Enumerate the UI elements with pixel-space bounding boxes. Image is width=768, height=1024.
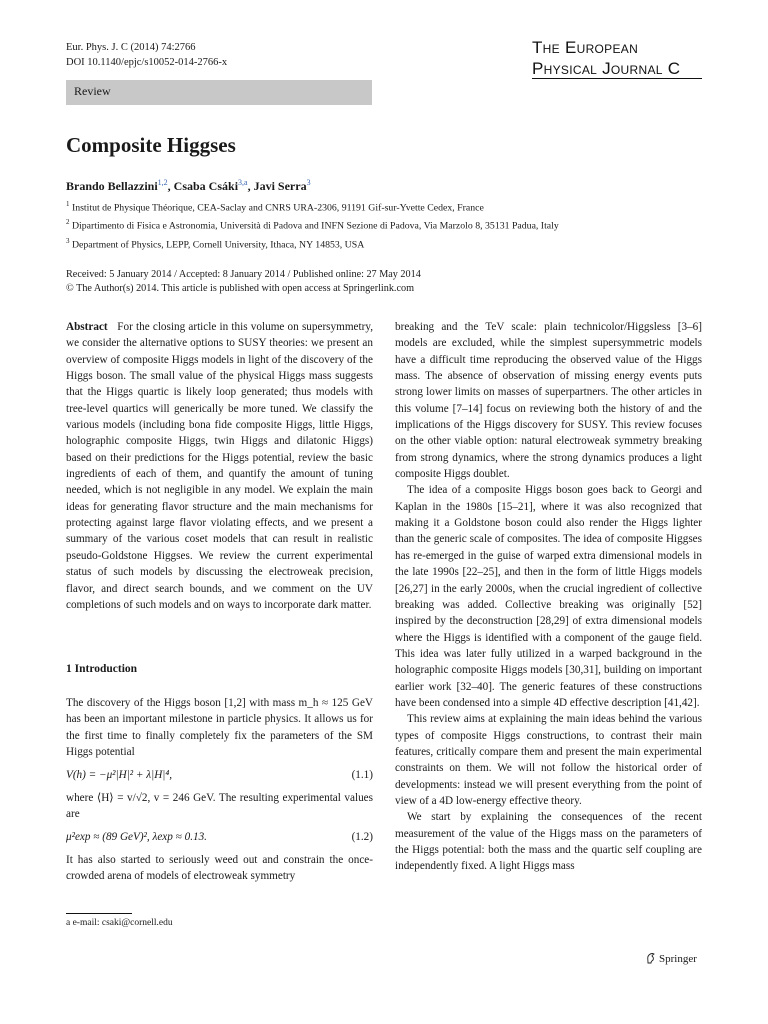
intro-block [66,695,373,884]
journal-name-line2: Physical Journal C [532,59,681,78]
author-marks[interactable]: 1,2 [157,178,168,187]
publication-dates: Received: 5 January 2014 / Accepted: 8 January 2014 / Published online: 27 May 2014 [66,269,421,280]
springer-horse-icon [646,952,656,964]
category-bar [66,80,372,105]
affiliation-mark: 2 [66,218,70,227]
intro-paragraph: where ⟨H⟩ = v/√2, v = 246 GeV. The resulting experimental values are [66,791,373,821]
intro-paragraph: The discovery of the Higgs boson [1,2] with mass m_h ≈ 125 GeV has been an important milestone in particle physics. It allows us for the first time to finally completely fix the parameters of the SM Higgs potential [66,697,373,759]
journal-name [532,37,680,79]
author-name: Brando Bellazzini [66,179,158,193]
body-paragraph: This review aims at explaining the main ideas behind the various types of composite Higgs constructions, to contrast their main features, critically compare them and present the main experimental constraints on them. We will not follow the historical order of developments: instead we will present everything from the point of view of a 4D low-energy effective theory. [395,713,702,807]
author-marks[interactable]: 3 [306,178,311,187]
footnote[interactable]: a e-mail: csaki@cornell.edu [66,918,173,928]
body-paragraph: breaking and the TeV scale: plain technicolor/Higgsless [3–6] models are excluded, while the simplest supersymmetric models have a difficult time reproducing the observed value of the Higgs mass. The absence of observation of missing energy events puts strong lower limits on masses of superpartners. The other articles in this volume [7–14] focus on reviewing both the history of and the implications of the Higgs discovery for SUSY. This review focuses on the other viable option: natural electroweak symmetry breaking from strong dynamics, where the strong dynamics produces a light composite Higgs doublet. [395,321,702,481]
affiliation-mark: 1 [66,200,70,208]
doi-line[interactable]: DOI 10.1140/epjc/s10052-014-2766-x [66,57,228,68]
publisher-mark [646,952,697,965]
footnote-rule [66,913,132,914]
journal-rule [532,78,702,79]
affiliation [66,234,559,252]
publication-info [66,268,421,296]
article-title: Composite Higgses [66,133,236,157]
affiliation-text: Institut de Physique Théorique, CEA-Saclay and CNRS URA-2306, 91191 Gif-sur-Yvette Cedex, France [71,202,484,214]
journal-name-line1: The European [532,38,639,57]
intro-paragraph: It has also started to seriously weed out and constrain the once-crowded arena of models of electroweak symmetry [66,853,373,883]
journal-reference [66,40,227,70]
category-label: Review [74,84,111,98]
journal-citation: Eur. Phys. J. C (2014) 74:2766 [66,42,196,53]
body-paragraph: We start by explaining the consequences of the recent measurement of the value of the Higgs mass on the parameters of the Higgs potential: both the mass and the quartic self coupling are independently fixed. A light Higgs mass [395,811,702,873]
right-column [395,319,702,875]
affiliation [66,215,559,233]
affiliation-list [66,197,559,252]
abstract-text: For the closing article in this volume on supersymmetry, we consider the alternative options to SUSY theories: we present an overview of composite Higgs models in light of the discovery of the Higgs boson. The small value of the physical Higgs mass suggests that the Higgs quartic is likely loop generated; thus models with tree-level quartics will generically be more tuned. We classify the various models (including bona fide composite Higgs, little Higgs, holographic composite Higgs, twin Higgs and dilatonic Higgs) based on their predictions for the Higgs potential, review the basic ingredients of each of them, and quantify the amount of tuning needed, which is not negligible in any model. We explain the main ideas for generating flavor structure and the main mechanisms for protecting against large flavor violating effects, and we present a summary of the various coset models that can result in realistic pseudo-Goldstone Higgses. We review the current experimental status of such models by discussing the electroweak precision, flavor, and direct search bounds, and we comment on the UV completions of such models and on ways to incorporate dark matter. [66,321,373,611]
author-marks[interactable]: 3,a [238,178,248,187]
author-list: Brando Bellazzini$^{1,2}$, Csaba Csáki$^{3,a}$, Javi Serra$^3$ [66,178,311,193]
affiliation-text: Department of Physics, LEPP, Cornell University, Ithaca, NY 14853, USA [71,238,365,250]
section-heading: 1 Introduction [66,663,138,675]
affiliation-text: Dipartimento di Fisica e Astronomia, Università di Padova and INFN Sezione di Padova, Via Marzolo 8, 35131 Padua, Italy [71,220,559,232]
equation-number: (1.2) [351,831,373,844]
equation-1 [66,767,373,783]
equation-2 [66,829,373,845]
abstract-block [66,319,373,613]
copyright-line: © The Author(s) 2014. This article is published with open access at Springerlink.com [66,283,415,294]
equation-text: V(h) = −μ²|H|² + λ|H|⁴, [66,769,173,782]
affiliation [66,197,559,215]
equation-text: μ²exp ≈ (89 GeV)², λexp ≈ 0.13. [66,831,207,844]
body-paragraph: The idea of a composite Higgs boson goes back to Georgi and Kaplan in the 1980s [15–21], where it was also recognized that making it a Goldstone boson could also render the Higgs lighter than the generic scale of composites. The idea of composite Higgses has re-emerged in the guise of warped extra dimensional models in the late 1990s [22–25], and then in the form of little Higgs models [26,27] in the early 2000s, when the crucial ingredient of collective breaking was added. Collective breaking was originally [52] inspired by the deconstruction [28,29] of extra dimensional models where the Higgs is identified with a component of the gauge field. This idea was later fully utilized in a warped background in the holographic composite Higgs models [30,31], building on important earlier work [32–40]. The generic features of these constructions have been condensed into a simple 4D effective description [41,42]. [395,484,702,709]
abstract-label: Abstract [66,321,108,333]
author-name: Csaba Csáki [173,179,239,193]
author-name: Javi Serra [253,179,307,193]
publisher-name: Springer [659,953,697,965]
equation-number: (1.1) [351,769,373,782]
affiliation-mark: 3 [66,236,70,245]
